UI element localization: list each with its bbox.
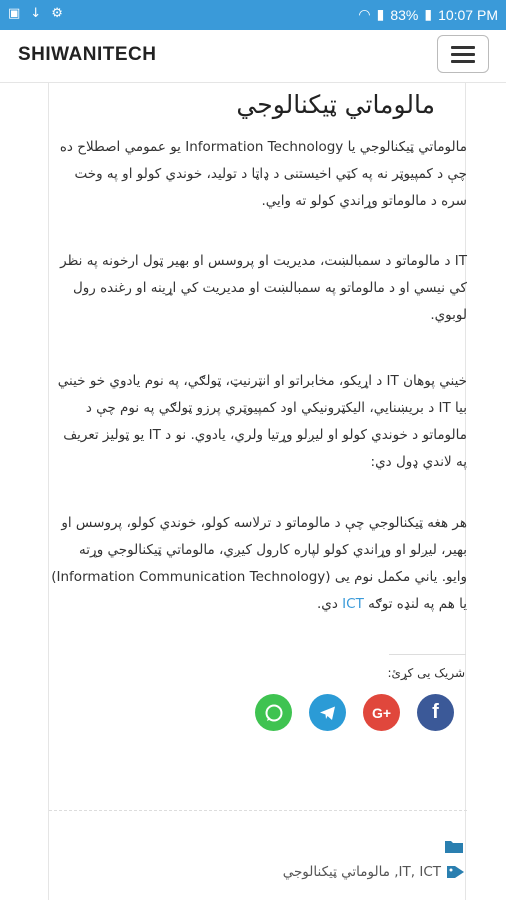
settings-icon: ⚙ (51, 6, 63, 21)
brand-logo[interactable]: SHIWANITECH (18, 44, 157, 65)
article-paragraph-4: هر هغه ټیکنالوجي چې د مالوماتو د ترلاسه کولو، خوندي کولو، پروسس او بهیر، لیږلو او وړاندي کولو لپاره کارول کیږي، مالوماتي ټیکنالوجي وړته وایو. یاني مکمل نوم یی (Information Communication Technology) یا هم په لنډه توګه ICT دي. (51, 515, 467, 612)
footer-divider (49, 810, 467, 811)
facebook-share-button[interactable] (417, 694, 454, 731)
photo-icon: ▣ (8, 6, 21, 21)
navbar (0, 30, 506, 83)
folder-icon (445, 839, 463, 853)
battery-level: 83% (390, 6, 419, 23)
article-content (48, 82, 466, 900)
share-label: شریک یی کړئ: (387, 666, 465, 680)
share-separator (389, 654, 466, 655)
whatsapp-icon (264, 703, 284, 723)
facebook-icon: f (432, 701, 439, 723)
tags-list[interactable]: IT, ICT, مالوماتي ټیکنالوجي (282, 864, 441, 880)
post-tags (283, 864, 465, 880)
hamburger-menu-button[interactable] (437, 35, 489, 73)
whatsapp-share-button[interactable] (255, 694, 292, 731)
status-bar (0, 0, 506, 30)
clock: 10:07 PM (438, 6, 498, 23)
google-plus-icon: G+ (371, 704, 392, 721)
google-plus-share-button[interactable] (363, 694, 400, 731)
share-buttons (255, 694, 454, 731)
signal-icon: ▮ (376, 6, 385, 22)
article-paragraph-1: مالوماتي ټیکنالوجي یا Information Technology یو عمومي اصطلاح ده چې د کمپیوټر نه په کټي اخیستنی د ډاټا د تولید، خوندي کولو او په وخت سره د مالوماتو وړاندي کولو ته وايي. (59, 139, 467, 209)
tag-icon (447, 865, 465, 879)
article-paragraph-2: IT د مالوماتو د سمبالښت، مدیریت او پروسس او بهیر ټول ارخونه په نظر کي نیسي او د مالوماتو په سمبالښت او مدیریت کي اړینه او رغنده رول لوبوي. (60, 253, 467, 323)
article-title: مالوماتي ټیکنالوجي (236, 90, 435, 119)
telegram-share-button[interactable] (309, 694, 346, 731)
ict-link[interactable]: ICT (342, 596, 364, 612)
hamburger-icon (451, 46, 475, 49)
telegram-icon (318, 703, 338, 723)
battery-icon: ▮ (424, 6, 433, 22)
wifi-icon: ◠ (358, 6, 371, 22)
article-paragraph-3: خیني پوهان IT د اړیکو، مخابراتو او انټرنیټ، ټولګي، په نوم یادوي خو خیني بیا IT د بریښنایي، الیکټرونیکي اود کمپیوټري پرزو ټولګي په نوم چې د مالوماتو د خوندي کولو او لیږلو وړتیا ولري، یادوي. نو د IT یو ټولیز تعریف په لاندي ډول دي: (57, 373, 467, 470)
download-icon: ↓ (30, 6, 42, 21)
